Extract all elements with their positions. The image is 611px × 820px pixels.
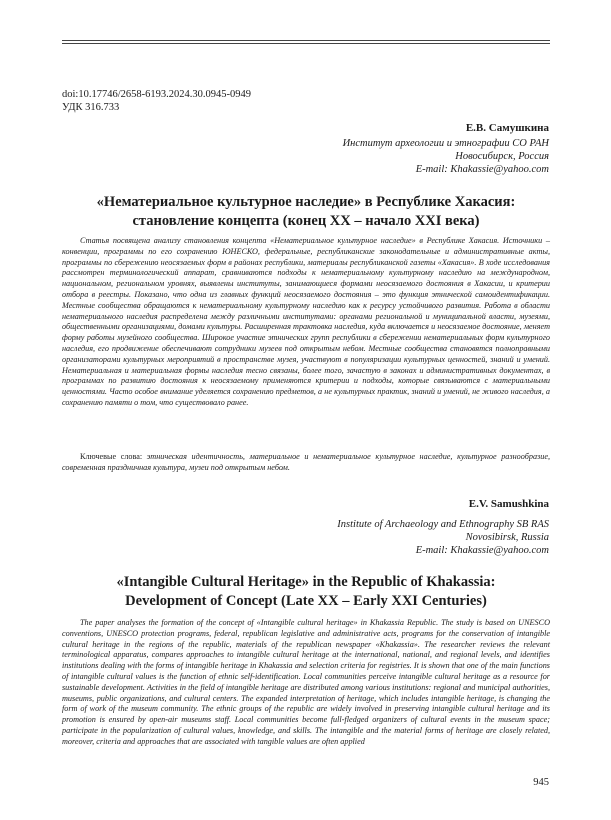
title-en-line2: Development of Concept (Late XX – Early XXI Centuries) [125, 593, 487, 609]
affiliation-ru-city: Новосибирск, Россия [455, 151, 549, 162]
header-rule-top [62, 40, 550, 41]
author-ru: Е.В. Самушкина [465, 122, 549, 134]
affiliation-ru-institute: Институт археологии и этнографии СО РАН [342, 138, 549, 149]
affiliation-ru-email: E-mail: Khakassie@yahoo.com [415, 164, 549, 175]
abstract-ru: Статья посвящена анализу становления концепта «Нематериальное культурное наследие» в Республике Хакасия. Источники – конвенции, программы по его сохранению ЮНЕСКО, федеральные, республиканские законодательные и административные акты, программы по сбережению неосязаемых форм в районах республики, материалы республиканской газеты «Хакасия». В ходе исследования рассмотрен терминологический аппарат, сравниваются подходы к нематериальному культурному наследию на международном, национальном, региональном уровнях, выявлены институты, занимающиеся формами неосязаемого достояния в Хакасии, и критерии отбора в реестры. Показано, что одна из главных функций неосязаемого достояния – это функция этнической самоидентификации. Местные сообщества обращаются к нематериальному культурному наследию как к ресурсу устойчивого развития. Работа в области нематериального наследия распределена между различными институтами: органами региональной и муниципальной власти, музеями, общественными организациями, домами культуры. Расширенная трактовка наследия, куда включается и неосязаемое достояние, меняет форму работы музейного сообщества. Широкое участие этнических групп республики в сбережении нематериальных форм культурного наследия, его продвижение обеспечивают сотрудники музеев под открытым небом. Местные сообщества становятся полноправными организаторами культурных мероприятий в пространстве музея, участвуют в популяризации культурных ценностей, знаний и умений. Нематериальная и материальная формы наследия тесно связаны, более того, зачастую в законах и административных документах, в программах по развитию достояния к неосязаемому применяются критерии и подходы, которые связываются с материальными ценностями. Часто особое внимание уделяется сохранению предметов, а не культурных практик, знаний и умений, не живого наследия, а сохранению памяти о том, что существовало ранее. [62, 236, 550, 407]
keywords-ru [62, 452, 550, 474]
affiliation-en-email: E-mail: Khakassie@yahoo.com [415, 545, 549, 556]
title-en [62, 573, 550, 611]
title-ru [62, 193, 550, 231]
header-rule-bottom [62, 43, 550, 44]
udc: УДК 316.733 [62, 102, 120, 113]
page-number: 945 [533, 777, 549, 788]
affiliation-en-institute: Institute of Archaeology and Ethnography SB RAS [337, 519, 549, 530]
abstract-en: The paper analyses the formation of the concept of «Intangible cultural heritage» in Khakassia Republic. The study is based on UNESCO conventions, UNESCO protection programs, federal, republican legislative and administrative acts, programs for the conservation of intangible cultural heritage in the regions of the republic, materials of the republican newspaper «Khakassia». The researcher reviews the relevant terminological apparatus, compares approaches to intangible cultural heritage at the international, national, and regional levels, and identifies institutions dealing with the forms of intangible heritage in Khakassia and selection criteria for registries. It is shown that one of the main functions of intangible cultural values is the function of ethnic self-identification. Local communities perceive intangible cultural heritage as a resource for sustainable development. Activities in the field of intangible heritage are distributed among various institutions: regional and municipal authorities, museums, public organizations, and cultural centers. The expanded interpretation of heritage, which includes intangible heritage, is changing the form of work of the museum community. The ethnic groups of the republic are widely involved in preserving intangible cultural heritage and its promotion is ensured by open-air museums staff. Local communities become full-fledged organizers of cultural events in the museum space; participate in the popularization of cultural values, knowledge, and skills. The intangible and the material forms of heritage are closely related, moreover, criteria and approaches that are associated with tangible values are often applied [62, 618, 550, 746]
doi: doi:10.17746/2658-6193.2024.30.0945-0949 [62, 89, 251, 100]
author-en: E.V. Samushkina [468, 498, 549, 510]
affiliation-en [337, 518, 549, 557]
title-en-line1: «Intangible Cultural Heritage» in the Republic of Khakassia: [116, 574, 496, 590]
affiliation-ru [343, 137, 549, 176]
keywords-ru-label: Ключевые слова: [80, 452, 143, 461]
title-ru-line2: становление концепта (конец XX – начало XXI века) [132, 213, 480, 229]
affiliation-en-city: Novosibirsk, Russia [465, 532, 549, 543]
title-ru-line1: «Нематериальное культурное наследие» в Республике Хакасия: [96, 194, 516, 210]
keywords-ru-text: этническая идентичность, материальное и нематериальное культурное наследие, культурное разнообразие, современная праздничная культура, музеи под открытым небом. [62, 452, 551, 472]
